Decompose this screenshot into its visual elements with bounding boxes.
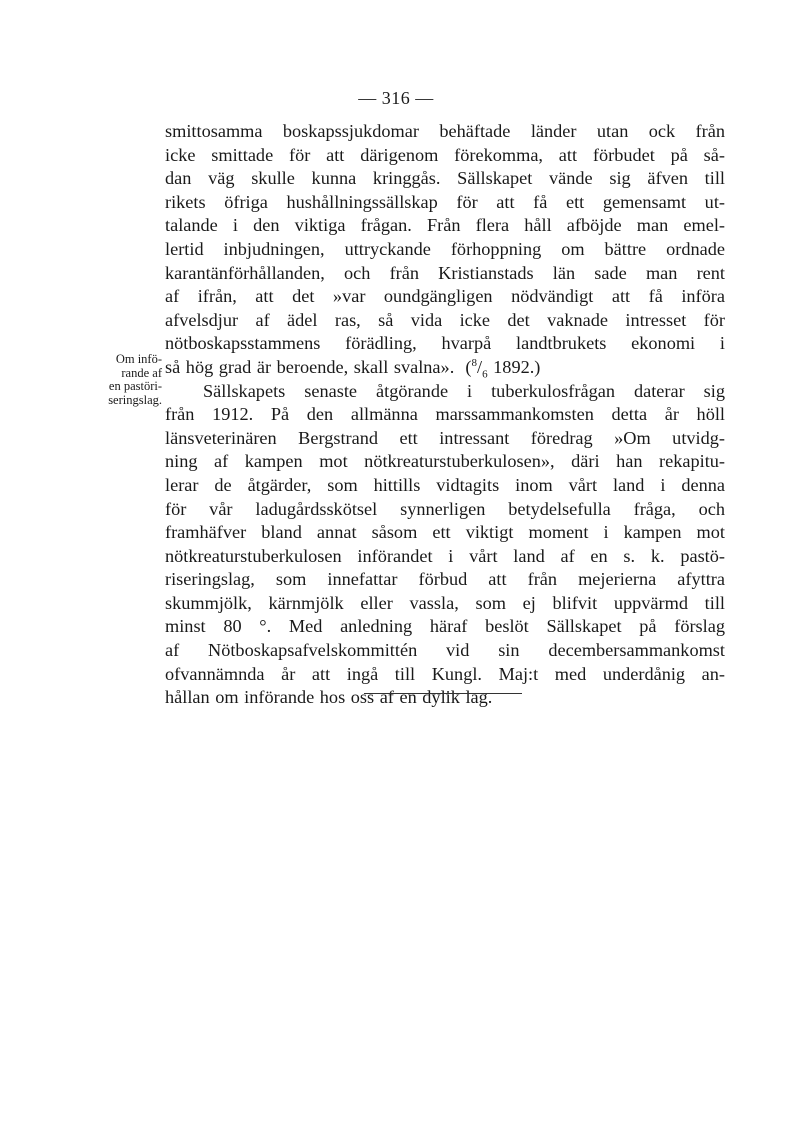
margin-note-line: seringslag. xyxy=(108,392,162,407)
text-line: ning af kampen mot nötkreaturstuberkulosen», däri han rekapitu- xyxy=(165,451,725,472)
text-line: ofvannämnda år att ingå till Kungl. Maj:t med underdånig an- xyxy=(165,663,725,684)
text-line: riseringslag, som innefattar förbud att från mejerierna afyttra xyxy=(165,569,725,590)
text-line: smittosamma boskapssjukdomar behäftade länder utan ock från xyxy=(165,121,725,141)
date-day: 8 xyxy=(471,356,477,369)
section-divider xyxy=(364,693,522,694)
body-text xyxy=(165,120,725,710)
text-line: Sällskapets senaste åtgörande i tuberkulosfrågan daterar sig xyxy=(203,380,725,401)
closing-sentence: så hög grad är beroende, skall svalna». xyxy=(165,356,455,377)
text-line: rikets öfriga hushållningssällskap för att få ett gemensamt ut- xyxy=(165,191,725,212)
text-line: icke smittade för att därigenom förekomma, att förbudet på så- xyxy=(165,144,725,165)
text-line: lertid inbjudningen, uttryckande förhoppning om bättre ordnade xyxy=(165,238,725,259)
paragraph-2 xyxy=(165,380,725,710)
text-line: karantänförhållanden, och från Kristianstads län sade man rent xyxy=(165,262,725,283)
text-line: nötkreaturstuberkulosen införandet i vårt land af en s. k. pastö- xyxy=(165,545,725,566)
text-line: länsveterinären Bergstrand ett intressant föredrag »Om utvidg- xyxy=(165,427,725,448)
text-line: minst 80 °. Med anledning häraf beslöt Sällskapet på förslag xyxy=(165,616,725,637)
text-line: framhäfver bland annat såsom ett viktigt moment i kampen mot xyxy=(165,522,725,543)
text-line: af ifrån, att det »var oundgängligen nödvändigt att få införa xyxy=(165,286,725,307)
text-line: hållan om införande hos oss af en dylik lag. xyxy=(165,687,493,708)
text-line: lerar de åtgärder, som hittills vidtagits inom vårt land i denna xyxy=(165,474,725,495)
margin-note-line: rande af xyxy=(121,365,162,380)
text-line: för vår ladugårdsskötsel synnerligen betydelsefulla fråga, och xyxy=(165,498,725,519)
text-line: talande i den viktiga frågan. Från flera håll afböjde man emel- xyxy=(165,215,725,236)
text-line xyxy=(165,356,725,380)
paragraph-1 xyxy=(165,120,725,380)
text-line: dan väg skulle kunna kringgås. Sällskapet vände sig äfven till xyxy=(165,168,725,189)
date-citation: ($^8/_6$ 1892.) xyxy=(465,356,541,381)
text-line: skummjölk, kärnmjölk eller vassla, som ej blifvit uppvärmd till xyxy=(165,592,725,613)
text-line: nötboskapsstammens förädling, hvarpå landtbrukets ekonomi i xyxy=(165,333,725,354)
date-year: 1892.) xyxy=(487,356,541,377)
text-line: från 1912. På den allmänna marssammankomsten detta år höll xyxy=(165,404,725,425)
date-month: 6 xyxy=(482,368,488,381)
text-line: af Nötboskapsafvelskommittén vid sin decembersammankomst xyxy=(165,640,725,661)
page-number: — 316 — xyxy=(358,88,434,108)
margin-note xyxy=(78,353,162,407)
margin-note-line: Om infö- xyxy=(115,352,162,366)
text-line: afvelsdjur af ädel ras, så vida icke det vaknade intresset för xyxy=(165,309,725,330)
margin-note-line: en pastöri- xyxy=(108,379,162,393)
